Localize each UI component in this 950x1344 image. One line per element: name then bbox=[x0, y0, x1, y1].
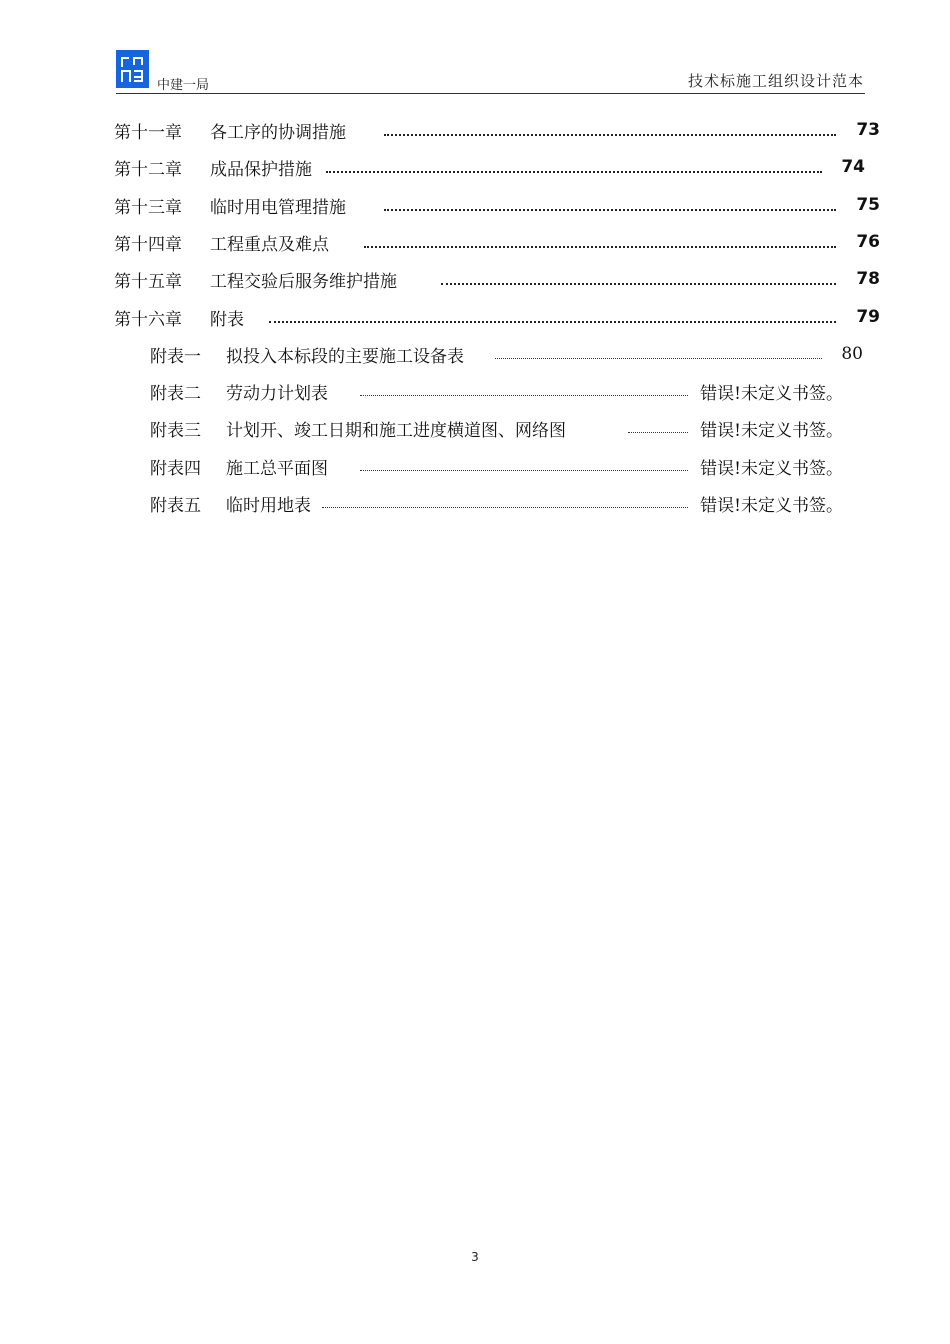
toc-entry-page: 76 bbox=[856, 232, 880, 252]
toc-leader-dots bbox=[384, 134, 836, 136]
toc-leader-dots bbox=[495, 358, 822, 359]
toc-entry-page: 75 bbox=[856, 195, 880, 215]
toc-entry-title: 工程交验后服务维护措施 bbox=[210, 271, 397, 292]
toc-entry-title: 成品保护措施 bbox=[210, 159, 312, 180]
toc-entry-title: 各工序的协调措施 bbox=[210, 122, 346, 143]
toc-entry[interactable] bbox=[114, 266, 880, 292]
toc-leader-dots bbox=[360, 395, 688, 396]
toc-entry-number: 第十二章 bbox=[114, 159, 182, 180]
toc-entry-title: 计划开、竣工日期和施工进度横道图、网络图 bbox=[226, 420, 566, 441]
toc-entry[interactable] bbox=[114, 304, 880, 330]
document-title: 技术标施工组织设计范本 bbox=[687, 72, 864, 90]
toc-entry-number: 附表五 bbox=[150, 495, 201, 516]
toc-entry-number: 第十一章 bbox=[114, 122, 182, 143]
toc-entry-page: 73 bbox=[856, 120, 880, 140]
toc-entry[interactable] bbox=[114, 229, 880, 255]
toc-leader-dots bbox=[326, 171, 822, 173]
toc-subentry[interactable] bbox=[150, 378, 865, 404]
toc-entry[interactable] bbox=[114, 117, 880, 143]
toc-entry-title: 拟投入本标段的主要施工设备表 bbox=[226, 346, 464, 367]
toc-entry-title: 临时用电管理措施 bbox=[210, 197, 346, 218]
toc-entry-number: 第十四章 bbox=[114, 234, 182, 255]
toc-entry-page: 80 bbox=[841, 344, 863, 364]
page-number: 3 bbox=[471, 1250, 479, 1264]
toc-subentry[interactable] bbox=[150, 453, 865, 479]
toc-subentry[interactable] bbox=[150, 415, 865, 441]
toc-entry-page: 79 bbox=[856, 307, 880, 327]
toc-entry-page: 错误!未定义书签。 bbox=[700, 495, 843, 516]
toc-entry-number: 附表二 bbox=[150, 383, 201, 404]
header-divider bbox=[116, 93, 865, 94]
toc-entry-number: 附表三 bbox=[150, 420, 201, 441]
toc-subentry[interactable] bbox=[150, 490, 865, 516]
toc-entry-page: 78 bbox=[856, 269, 880, 289]
toc-entry-title: 劳动力计划表 bbox=[226, 383, 328, 404]
toc-leader-dots bbox=[384, 209, 836, 211]
toc-entry-number: 附表四 bbox=[150, 458, 201, 479]
toc-entry-number: 第十五章 bbox=[114, 271, 182, 292]
toc-leader-dots bbox=[441, 283, 836, 285]
company-name: 中建一局 bbox=[157, 78, 210, 93]
toc-leader-dots bbox=[360, 470, 688, 471]
toc-entry-number: 第十六章 bbox=[114, 309, 182, 330]
toc-entry-title: 施工总平面图 bbox=[226, 458, 328, 479]
toc-entry-title: 附表 bbox=[210, 309, 244, 330]
toc-leader-dots bbox=[269, 321, 836, 323]
toc-entry-page: 74 bbox=[841, 157, 865, 177]
toc-entry-page: 错误!未定义书签。 bbox=[700, 458, 843, 479]
toc-leader-dots bbox=[628, 432, 688, 433]
toc-subentry[interactable] bbox=[150, 341, 865, 367]
toc-entry-title: 临时用地表 bbox=[226, 495, 311, 516]
toc-leader-dots bbox=[322, 507, 688, 508]
toc-entry-number: 附表一 bbox=[150, 346, 201, 367]
toc-entry-page: 错误!未定义书签。 bbox=[700, 383, 843, 404]
toc-entry[interactable] bbox=[114, 154, 880, 180]
toc-entry-page: 错误!未定义书签。 bbox=[700, 420, 843, 441]
toc-entry-title: 工程重点及难点 bbox=[210, 234, 329, 255]
toc-entry[interactable] bbox=[114, 192, 880, 218]
toc-entry-number: 第十三章 bbox=[114, 197, 182, 218]
toc-leader-dots bbox=[364, 246, 836, 248]
logo-mark-icon bbox=[116, 50, 149, 88]
company-logo bbox=[116, 50, 149, 88]
